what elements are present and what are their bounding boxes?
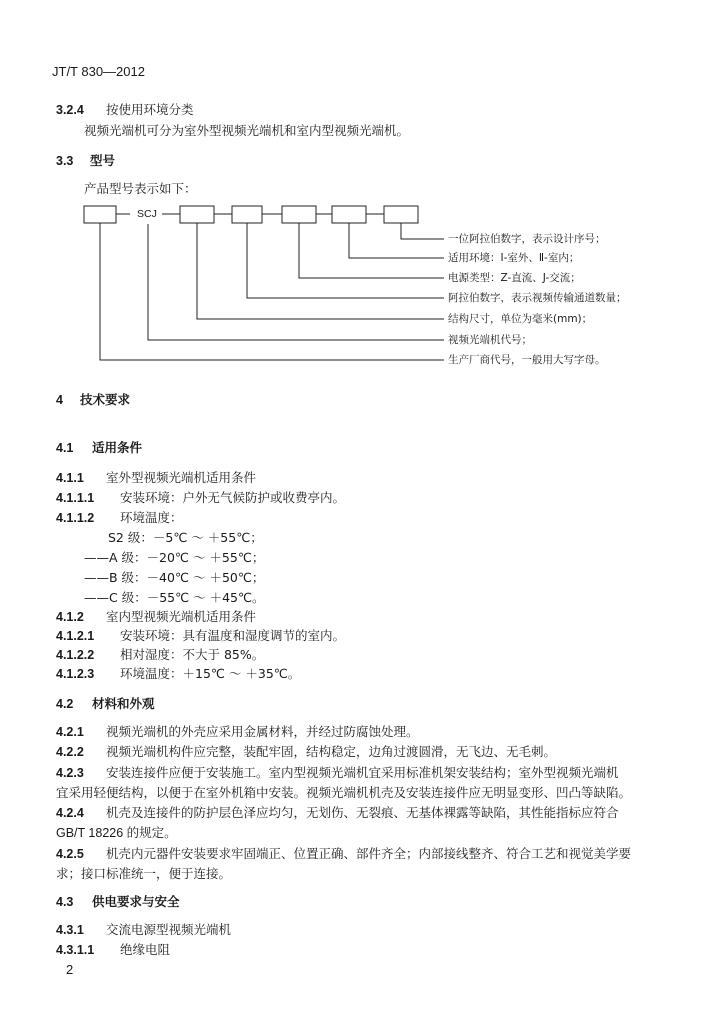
- section-4-1-2-1-number: 4.1.2.1: [56, 629, 95, 643]
- section-4-1-2-2-number: 4.1.2.2: [56, 648, 95, 662]
- section-4-3-1-1-title: 绝缘电阻: [120, 942, 171, 957]
- section-4-1-1-2-text: 环境温度：: [120, 510, 183, 525]
- diagram-label-design-serial: 一位阿拉伯数字，表示设计序号；: [448, 233, 606, 245]
- section-4-1-1-1-number: 4.1.1.1: [56, 491, 95, 505]
- section-4-2-2-text: 视频光端机构件应完整，装配牢固，结构稳定，边角过渡圆滑，无飞边、无毛刺。: [106, 744, 557, 759]
- section-4-1-1-title: 室外型视频光端机适用条件: [106, 470, 257, 485]
- section-4-title: 技术要求: [80, 392, 131, 407]
- section-3-2-4-title: 按使用环境分类: [106, 102, 194, 117]
- section-4-1-title: 适用条件: [92, 440, 143, 455]
- section-4-3-number: 4.3: [56, 895, 74, 909]
- section-3-2-4-number: 3.2.4: [56, 103, 84, 117]
- diagram-label-device-code: 视频光端机代号；: [448, 334, 532, 346]
- section-4-1-1-number: 4.1.1: [56, 471, 84, 485]
- section-4-2-4-number: 4.2.4: [56, 806, 84, 820]
- section-3-3-number: 3.3: [56, 154, 74, 168]
- diagram-box-channels: [232, 206, 262, 223]
- diagram-box-structure: [180, 206, 214, 223]
- standard-code: JT/T 830—2012: [52, 64, 145, 79]
- section-4-2-3-number: 4.2.3: [56, 766, 84, 780]
- section-4-1-1-1-text: 安装环境：户外无气候防护或收费亭内。: [120, 490, 346, 505]
- section-4-2-5-number: 4.2.5: [56, 847, 84, 861]
- diagram-box-environment: [332, 206, 366, 223]
- section-3-3-intro: 产品型号表示如下：: [84, 181, 197, 196]
- diagram-box-design-serial: [384, 206, 418, 223]
- section-4-1-2-3-number: 4.1.2.3: [56, 667, 95, 681]
- diagram-label-structure: 结构尺寸，单位为毫米(mm)；: [448, 313, 593, 325]
- section-4-3-title: 供电要求与安全: [92, 894, 180, 909]
- temperature-grade-a: ——A 级：－20℃ ～ ＋55℃；: [84, 550, 265, 565]
- section-4-1-2-3-text: 环境温度：＋15℃ ～ ＋35℃。: [120, 666, 301, 681]
- section-4-2-5-line1: 机壳内元器件安装要求牢固端正、位置正确、部件齐全；内部接线整齐、符合工艺和视觉美学要: [106, 846, 632, 861]
- section-3-2-4-body: 视频光端机可分为室外型视频光端机和室内型视频光端机。: [84, 123, 410, 138]
- section-4-3-1-number: 4.3.1: [56, 923, 84, 937]
- section-4-2-4-line2: GB/T 18226 的规定。: [56, 826, 177, 840]
- diagram-box-power: [282, 206, 316, 223]
- section-4-1-number: 4.1: [56, 441, 74, 455]
- section-4-2-1-text: 视频光端机的外壳应采用金属材料，并经过防腐蚀处理。: [106, 724, 419, 739]
- diagram-label-environment: 适用环境：Ⅰ-室外、Ⅱ-室内；: [448, 252, 580, 264]
- section-4-2-1-number: 4.2.1: [56, 725, 84, 739]
- diagram-fixed-code: SCJ: [137, 208, 157, 220]
- section-3-3-title: 型号: [90, 153, 116, 168]
- section-4-3-1-title: 交流电源型视频光端机: [106, 922, 232, 937]
- diagram-label-manufacturer: 生产厂商代号，一般用大写字母。: [448, 354, 606, 366]
- page-number: 2: [66, 962, 74, 977]
- section-4-2-3-line1: 安装连接件应便于安装施工。室内型视频光端机宜采用标准机架安装结构；室外型视频光端机: [106, 765, 619, 780]
- diagram-label-power: 电源类型：Z-直流、J-交流；: [448, 272, 581, 284]
- section-4-1-2-1-text: 安装环境：具有温度和湿度调节的室内。: [120, 628, 346, 643]
- temperature-grade-b: ——B 级：－40℃ ～ ＋50℃；: [84, 570, 265, 585]
- section-4-2-5-line2: 求；接口标准统一，便于连接。: [56, 866, 232, 881]
- temperature-grade-c: ——C 级：－55℃ ～ ＋45℃。: [84, 590, 265, 605]
- section-4-2-4-line1: 机壳及连接件的防护层色泽应均匀，无划伤、无裂痕、无基体裸露等缺陷，其性能指标应符合: [106, 805, 619, 820]
- section-4-2-2-number: 4.2.2: [56, 745, 84, 759]
- section-4-3-1-1-number: 4.3.1.1: [56, 943, 95, 957]
- section-4-1-2-title: 室内型视频光端机适用条件: [106, 609, 257, 624]
- section-4-1-2-number: 4.1.2: [56, 610, 84, 624]
- temperature-grade-s2: S2 级：－5℃ ～ ＋55℃；: [108, 530, 263, 545]
- section-4-2-number: 4.2: [56, 697, 74, 711]
- section-4-2-3-line2: 宜采用轻便结构，以便于在室外机箱中安装。视频光端机机壳及安装连接件应无明显变形、凹凸等缺陷。: [56, 785, 632, 800]
- diagram-label-channels: 阿拉伯数字，表示视频传输通道数量；: [448, 292, 627, 304]
- section-4-2-title: 材料和外观: [92, 696, 155, 711]
- section-4-1-1-2-number: 4.1.1.2: [56, 511, 95, 525]
- diagram-box-manufacturer: [84, 206, 116, 223]
- section-4-1-2-2-text: 相对湿度：不大于 85%。: [120, 647, 265, 662]
- section-4-number: 4: [56, 393, 63, 407]
